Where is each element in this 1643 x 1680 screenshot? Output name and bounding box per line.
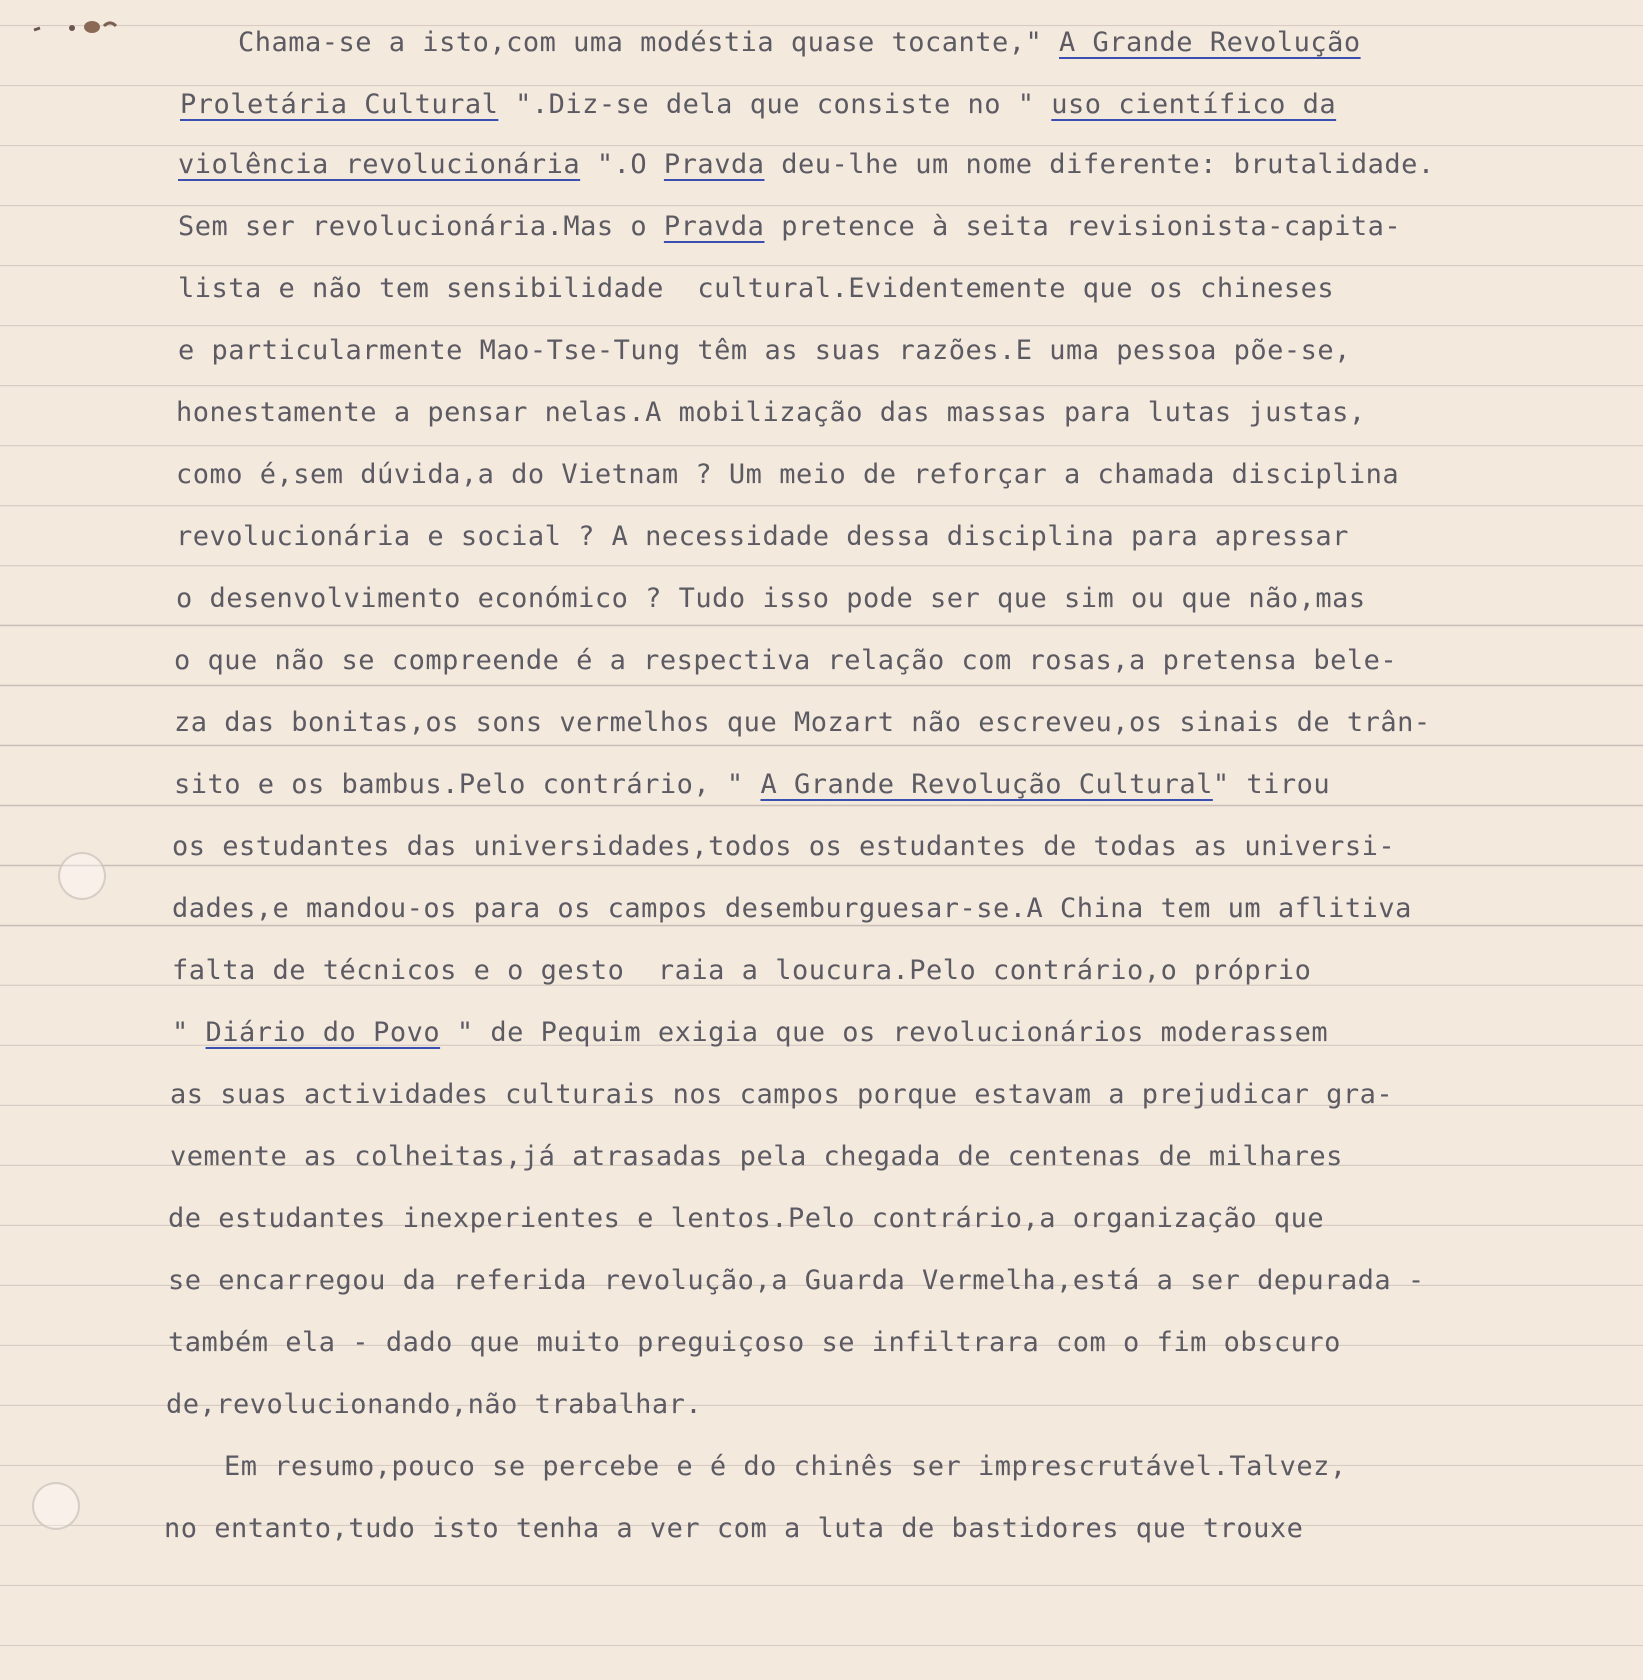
typed-line xyxy=(172,830,1395,864)
typed-line xyxy=(178,210,1401,244)
underlined-phrase: uso científico da xyxy=(1051,89,1337,120)
typed-line xyxy=(170,1078,1393,1112)
line-text: falta de técnicos e o gesto raia a loucura.Pelo contrário,o próprio xyxy=(172,955,1312,986)
typed-line xyxy=(180,88,1336,122)
underlined-phrase: Diário do Povo xyxy=(205,1017,441,1048)
underlined-phrase: Proletária Cultural xyxy=(180,89,499,120)
line-text: as suas actividades culturais nos campos porque estavam a prejudicar gra- xyxy=(170,1079,1394,1110)
line-text: revolucionária e social ? A necessidade dessa disciplina para apressar xyxy=(176,521,1349,552)
typed-line xyxy=(178,334,1351,368)
typed-line xyxy=(224,1450,1347,1484)
punch-hole-lower xyxy=(32,1482,80,1530)
ink-smudge-mark xyxy=(30,12,140,38)
typed-line xyxy=(176,582,1366,616)
punch-hole-upper xyxy=(58,852,106,900)
line-text: ".O xyxy=(580,149,664,180)
typed-line xyxy=(176,520,1349,554)
line-text: pretence à seita revisionista-capita- xyxy=(764,211,1402,242)
typed-line xyxy=(168,1326,1341,1360)
typed-line xyxy=(174,644,1397,678)
underlined-phrase: A Grande Revolução xyxy=(1059,27,1361,58)
line-text: de,revolucionando,não trabalhar. xyxy=(166,1389,703,1420)
typed-line xyxy=(172,892,1412,926)
typed-line xyxy=(176,396,1366,430)
line-text: ".Diz-se dela que consiste no " xyxy=(498,89,1052,120)
line-text: o desenvolvimento económico ? Tudo isso pode ser que sim ou que não,mas xyxy=(176,583,1366,614)
line-text: za das bonitas,os sons vermelhos que Mozart não escreveu,os sinais de trân- xyxy=(174,707,1431,738)
typed-line xyxy=(170,1140,1343,1174)
line-text: de estudantes inexperientes e lentos.Pelo contrário,a organização que xyxy=(168,1203,1325,1234)
typed-line xyxy=(178,272,1334,306)
line-text: lista e não tem sensibilidade cultural.Evidentemente que os chineses xyxy=(178,273,1335,304)
typed-line xyxy=(174,706,1431,740)
line-text: honestamente a pensar nelas.A mobilização das massas para lutas justas, xyxy=(176,397,1366,428)
line-text: " de Pequim exigia que os revolucionários moderassem xyxy=(440,1017,1329,1048)
underlined-phrase: Pravda xyxy=(663,149,765,180)
line-text: o que não se compreende é a respectiva relação com rosas,a pretensa bele- xyxy=(174,645,1398,676)
line-text: " xyxy=(172,1017,206,1048)
line-text: no entanto,tudo isto tenha a ver com a luta de bastidores que trouxe xyxy=(164,1513,1304,1544)
underlined-phrase: violência revolucionária xyxy=(178,149,581,180)
line-text: vemente as colheitas,já atrasadas pela chegada de centenas de milhares xyxy=(170,1141,1343,1172)
typed-line xyxy=(178,148,1435,182)
typed-line xyxy=(176,458,1399,492)
typed-line xyxy=(164,1512,1303,1546)
line-text: e particularmente Mao-Tse-Tung têm as suas razões.E uma pessoa põe-se, xyxy=(178,335,1351,366)
underlined-phrase: A Grande Revolução Cultural xyxy=(760,769,1213,800)
line-text: Chama-se a isto,com uma modéstia quase tocante," xyxy=(238,27,1060,58)
line-text: " tirou xyxy=(1212,769,1331,800)
line-text: como é,sem dúvida,a do Vietnam ? Um meio de reforçar a chamada disciplina xyxy=(176,459,1400,490)
line-text: também ela - dado que muito preguiçoso se infiltrara com o fim obscuro xyxy=(168,1327,1341,1358)
typed-line xyxy=(172,954,1311,988)
line-text: deu-lhe um nome diferente: brutalidade. xyxy=(764,149,1435,180)
typed-line xyxy=(238,26,1361,60)
typed-line xyxy=(172,1016,1328,1050)
line-text: Sem ser revolucionária.Mas o xyxy=(178,211,664,242)
line-text: sito e os bambus.Pelo contrário, " xyxy=(174,769,761,800)
line-text: os estudantes das universidades,todos os estudantes de todas as universi- xyxy=(172,831,1396,862)
line-text: dades,e mandou-os para os campos desemburguesar-se.A China tem um aflitiva xyxy=(172,893,1412,924)
typed-line xyxy=(168,1264,1425,1298)
typed-line xyxy=(174,768,1330,802)
typed-line xyxy=(166,1388,702,1422)
typed-line xyxy=(168,1202,1324,1236)
line-text: Em resumo,pouco se percebe e é do chinês ser imprescrutável.Talvez, xyxy=(224,1451,1347,1482)
line-text: se encarregou da referida revolução,a Guarda Vermelha,está a ser depurada - xyxy=(168,1265,1425,1296)
underlined-phrase: Pravda xyxy=(663,211,765,242)
